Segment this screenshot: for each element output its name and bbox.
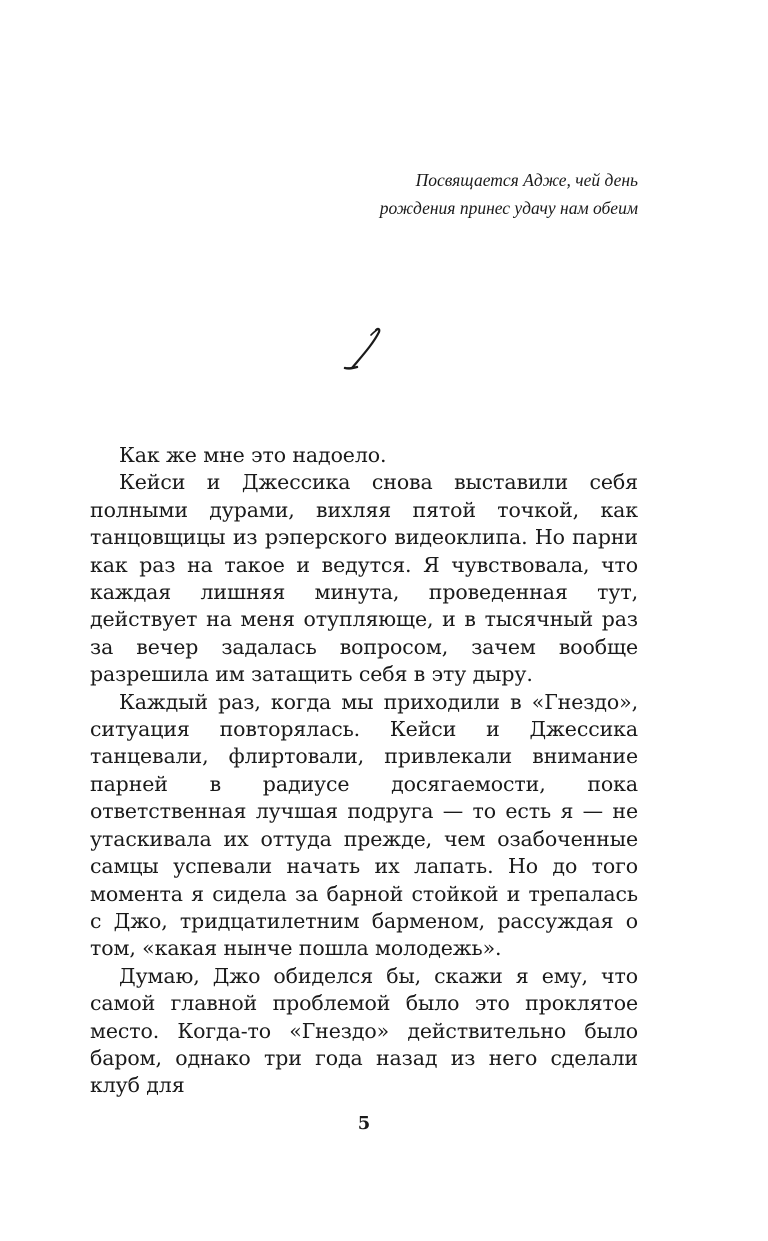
chapter-body-text — [90, 442, 638, 1100]
paragraph: Каждый раз, когда мы приходили в «Гнездо», ситуация повторялась. Кейси и Джессика танцевали, флиртовали, привлекали внимание парней в радиусе досягаемости, пока ответственная лучшая подруга — то есть я — не утаскивала их оттуда прежде, чем озабоченные самцы успевали начать их лапать. Но до того момента я сидела за барной стойкой и трепалась с Джо, тридцатилетним барменом, рассуждая о том, «какая нынче пошла молодежь». — [90, 689, 638, 961]
paragraph: Кейси и Джессика снова выставили себя полными дурами, вихляя пятой точкой, как танцовщицы из рэперского видеоклипа. Но парни как раз на такое и ведутся. Я чувствовала, что каждая лишняя минута, проведенная тут, действует на меня отупляюще, и в тысячный раз за вечер задалась вопросом, зачем вообще разрешила им затащить себя в эту дыру. — [90, 470, 638, 687]
chapter-number-one-icon — [340, 322, 388, 374]
paragraph: Думаю, Джо обиделся бы, скажи я ему, что самой главной проблемой было это проклятое место. Когда-то «Гнездо» действительно было баром, однако три года назад из него сделали клуб для — [90, 963, 638, 1098]
dedication — [138, 166, 638, 222]
page-number: 5 — [357, 1113, 371, 1134]
paragraph: Как же мне это надоело. — [119, 443, 387, 467]
dedication-line-1: Посвящается Адже, чей день — [415, 170, 638, 190]
dedication-line-2: рождения принес удачу нам обеим — [379, 198, 638, 218]
